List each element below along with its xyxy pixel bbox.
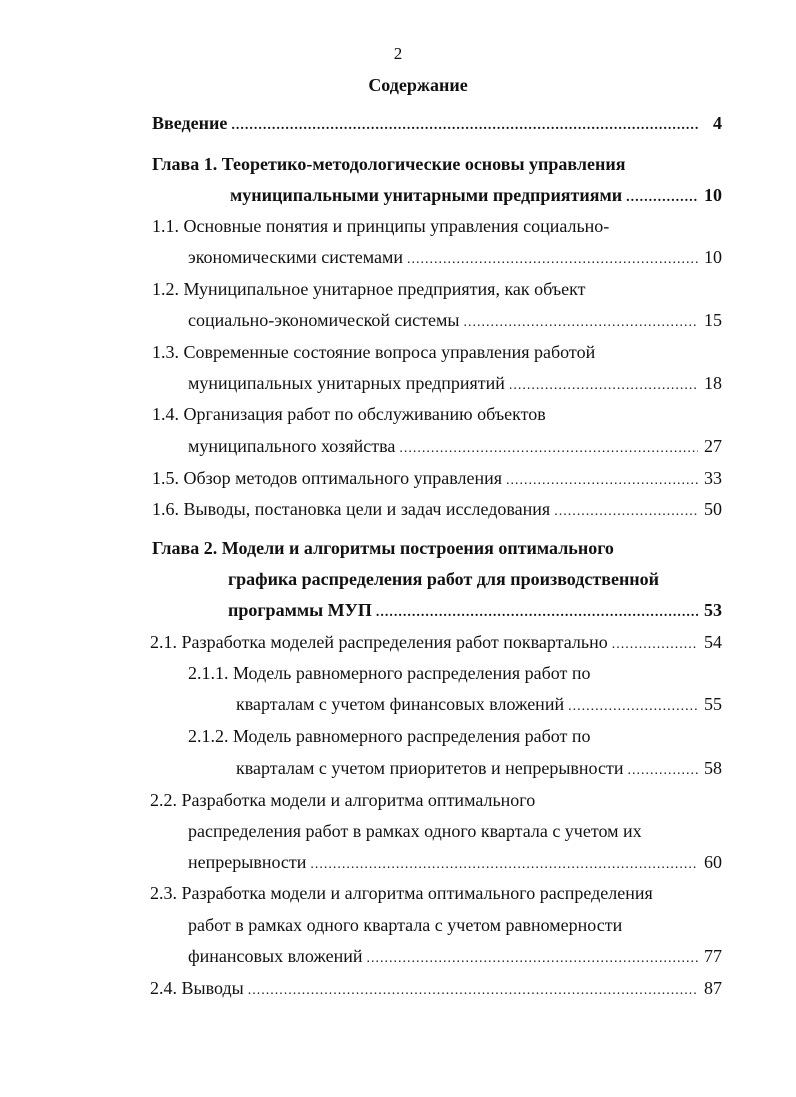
toc-entry-label: 1.5. Обзор методов оптимального управления: [152, 468, 503, 488]
toc-chapter-1-heading[interactable]: Глава 1. Теоретико-методологические основы управления: [152, 154, 626, 174]
toc-leader-dots: [248, 979, 698, 1000]
toc-entry-label: муниципальных унитарных предприятий: [188, 373, 505, 393]
toc-section-2-3-heading[interactable]: 2.3. Разработка модели и алгоритма оптимального распределения: [150, 883, 653, 903]
toc-page-number: 10: [704, 247, 722, 267]
toc-entry-intro[interactable]: [152, 111, 722, 135]
toc-page-number: 77: [704, 946, 722, 966]
toc-page-number: 10: [704, 185, 722, 205]
toc-entry-2-1-1[interactable]: [236, 692, 722, 716]
toc-entry-1-2[interactable]: [188, 308, 722, 332]
page-number: 2: [393, 44, 403, 63]
toc-entry-label: программы МУП: [228, 600, 372, 620]
toc-leader-dots: [506, 469, 698, 490]
toc-leader-dots: [464, 311, 699, 332]
toc-page-number: 60: [704, 852, 722, 872]
toc-entry-chapter-1[interactable]: [230, 183, 722, 207]
toc-leader-dots: [399, 437, 698, 458]
toc-page-number: 53: [704, 600, 722, 620]
toc-leader-dots: [367, 947, 698, 968]
toc-leader-dots: [554, 500, 698, 521]
page-title: Содержание: [368, 75, 468, 95]
toc-page-number: 27: [704, 436, 722, 456]
toc-entry-label: 2.1. Разработка моделей распределения работ поквартально: [150, 632, 608, 652]
toc-section-1-2-heading[interactable]: 1.2. Муниципальное унитарное предприятия, как объект: [152, 279, 586, 299]
toc-leader-dots: [376, 601, 698, 622]
toc-entry-1-3[interactable]: [188, 371, 722, 395]
toc-page-number: 55: [704, 694, 722, 714]
toc-entry-2-4[interactable]: [150, 976, 722, 1000]
toc-entry-1-1[interactable]: [188, 245, 722, 269]
toc-entry-label: 1.6. Выводы, постановка цели и задач исследования: [152, 499, 551, 519]
toc-entry-label: финансовых вложений: [188, 946, 363, 966]
toc-entry-label: муниципальными унитарными предприятиями: [230, 185, 623, 205]
toc-section-2-3-heading-cont[interactable]: работ в рамках одного квартала с учетом равномерности: [188, 915, 623, 935]
toc-section-2-2-heading-cont[interactable]: распределения работ в рамках одного квартала с учетом их: [188, 821, 642, 841]
toc-entry-2-3[interactable]: [188, 944, 722, 968]
toc-page-number: 50: [704, 499, 722, 519]
toc-page-number: 4: [713, 113, 722, 133]
toc-section-2-1-1-heading[interactable]: 2.1.1. Модель равномерного распределения работ по: [188, 663, 591, 683]
toc-entry-chapter-2[interactable]: [228, 598, 722, 622]
toc-leader-dots: [407, 248, 698, 269]
toc-entry-2-2[interactable]: [188, 850, 722, 874]
toc-entry-1-4[interactable]: [188, 434, 722, 458]
toc-page-number: 33: [704, 468, 722, 488]
toc-leader-dots: [509, 374, 698, 395]
toc-entry-label: непрерывности: [188, 852, 307, 872]
toc-entry-2-1-2[interactable]: [236, 756, 722, 780]
toc-section-1-4-heading[interactable]: 1.4. Организация работ по обслуживанию объектов: [152, 404, 546, 424]
toc-entry-label: экономическими системами: [188, 247, 403, 267]
toc-section-2-1-2-heading[interactable]: 2.1.2. Модель равномерного распределения работ по: [188, 726, 591, 746]
toc-entry-1-6[interactable]: [152, 497, 722, 521]
toc-leader-dots: [612, 633, 698, 654]
toc-page-number: 15: [704, 310, 722, 330]
toc-leader-dots: [627, 759, 698, 780]
toc-chapter-2-heading-cont[interactable]: графика распределения работ для производственной: [228, 569, 660, 589]
toc-section-2-2-heading[interactable]: 2.2. Разработка модели и алгоритма оптимального: [150, 790, 536, 810]
toc-entry-1-5[interactable]: [152, 466, 722, 490]
toc-leader-dots: [626, 186, 698, 207]
toc-entry-label: социально-экономической системы: [188, 310, 460, 330]
toc-leader-dots: [231, 114, 698, 135]
toc-leader-dots: [568, 695, 698, 716]
toc-entry-label: кварталам с учетом приоритетов и непрерывности: [236, 758, 624, 778]
toc-entry-2-1[interactable]: [150, 630, 722, 654]
toc-section-1-3-heading[interactable]: 1.3. Современные состояние вопроса управления работой: [152, 342, 596, 362]
toc-page-number: 87: [704, 978, 722, 998]
toc-page-number: 54: [704, 632, 722, 652]
toc-entry-label: кварталам с учетом финансовых вложений: [236, 694, 565, 714]
toc-leader-dots: [310, 853, 698, 874]
toc-entry-label: 2.4. Выводы: [150, 978, 244, 998]
toc-entry-label: Введение: [152, 113, 228, 133]
toc-page-number: 58: [704, 758, 722, 778]
toc-chapter-2-heading[interactable]: Глава 2. Модели и алгоритмы построения оптимального: [152, 538, 614, 558]
toc-entry-label: муниципального хозяйства: [188, 436, 396, 456]
toc-section-1-1-heading[interactable]: 1.1. Основные понятия и принципы управления социально-: [152, 216, 610, 236]
toc-page-number: 18: [704, 373, 722, 393]
